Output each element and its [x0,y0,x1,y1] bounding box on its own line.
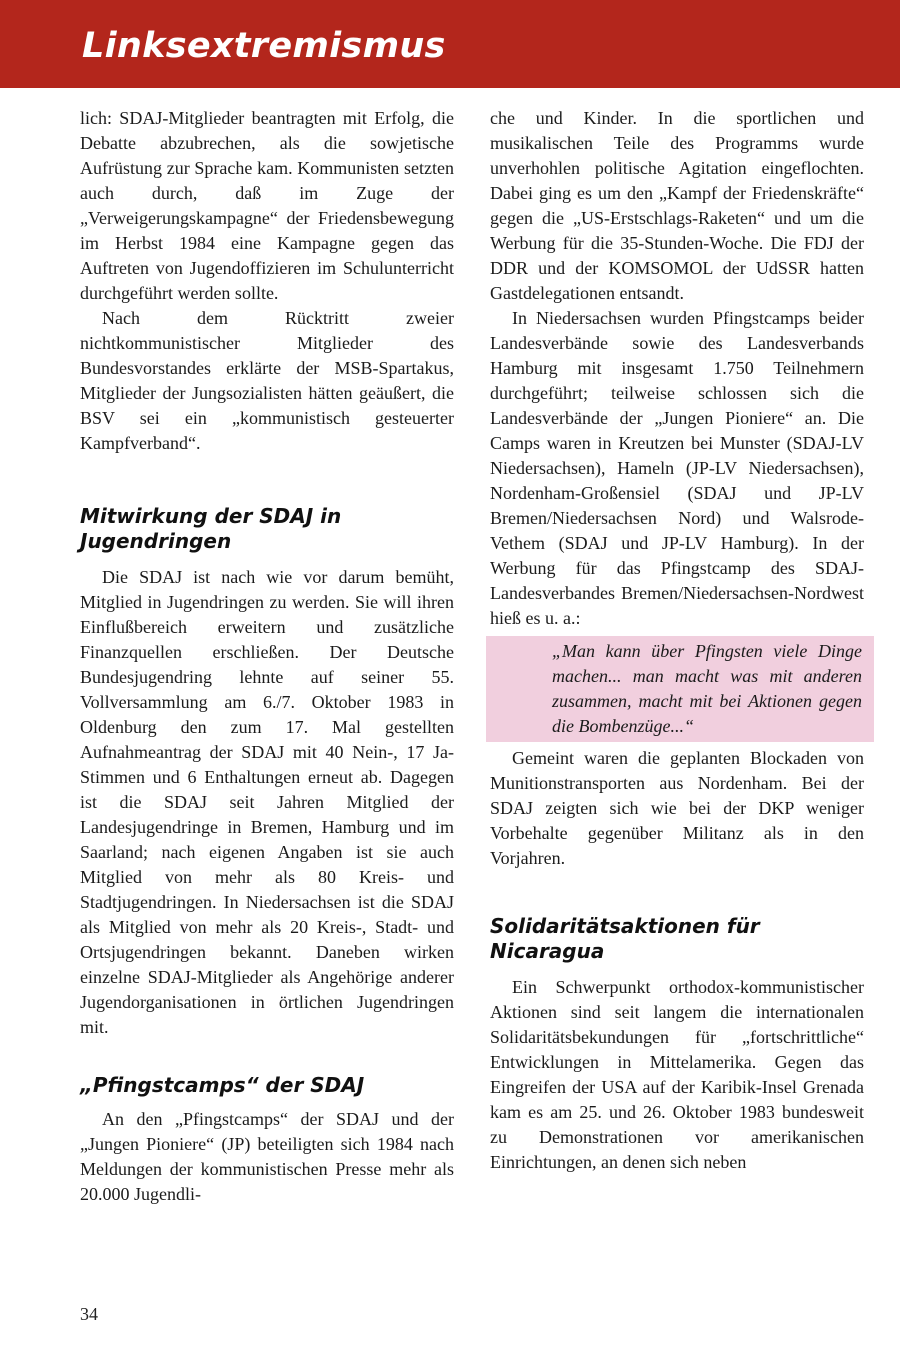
header-band [0,0,900,88]
quote-text: „Man kann über Pfingsten viele Dinge machen... man macht was mit anderen zusammen, macht mit bei Aktionen gegen die Bombenzüge...“ [552,641,862,736]
page-number: 34 [80,1304,98,1324]
paragraph: che und Kinder. In die sportlichen und musikalischen Teile des Programms wurde unverhohlen politische Agitation eingeflochten. Dabei ging es um den „Kampf der Friedenskräfte“ gegen die „US-Erstschlags-Raketen“ und um die Werbung für die 35-Stunden-Woche. Die FDJ der DDR und der KOMSOMOL der UdSSR hatten Gastdelegationen entsandt. [490,108,864,303]
paragraph: lich: SDAJ-Mitglieder beantragten mit Erfolg, die Debatte abzubrechen, als die sowjetische Aufrüstung zur Sprache kam. Kommunisten setzten auch durch, daß im Zuge der „Verweigerungskampagne“ der Friedensbewegung im Herbst 1984 eine Kampagne gegen das Auftreten von Jugendoffizieren im Schulunterricht durchgeführt werden sollte. [80,108,454,303]
section-title: Linksextremismus [82,26,446,66]
paragraph: Nach dem Rücktritt zweier nichtkommunistischer Mitglieder des Bundesvorstandes erklärte der MSB-Spartakus, Mitglieder der Jungsozialisten hätten geäußert, die BSV sei ein „kommunistisch gesteuerter Kampfverband“. [80,308,454,453]
paragraph: An den „Pfingstcamps“ der SDAJ und der „Jungen Pioniere“ (JP) beteiligten sich 1984 nach Meldungen der kommunistischen Presse mehr als 20.000 Jugendli- [80,1109,454,1204]
paragraph: Ein Schwerpunkt orthodox-kommunistischer Aktionen sind seit langem die internationalen Solidaritätsbekundungen für „fortschrittliche“ Entwicklungen in Mittelamerika. Gegen das Eingreifen der USA auf der Karibik-Insel Grenada kam es am 25. und 26. Oktober 1983 bundesweit zu Demonstrationen vor amerikanischen Einrichtungen, an denen sich neben [490,977,864,1172]
section-heading: „Pfingstcamps“ der SDAJ [80,1073,365,1097]
section-heading: Mitwirkung der SDAJ in Jugendringen [80,504,342,553]
quote-box [486,636,874,742]
right-column [490,106,864,1175]
paragraph: Gemeint waren die geplanten Blockaden von Munitionstransporten aus Nordenham. Bei der SDAJ zeigten sich wie bei der DKP weniger Vorbehalte gegenüber Militanz als in den Vorjahren. [490,748,864,868]
section-heading: Solidaritätsaktionen für Nicaragua [490,914,760,963]
paragraph: Die SDAJ ist nach wie vor darum bemüht, Mitglied in Jugendringen zu werden. Sie will ihren Einflußbereich erweitern und zusätzliche Finanzquellen erschließen. Der Deutsche Bundesjugendring lehnte auf seiner 55. Vollversammlung am 6./7. Oktober 1983 in Oldenburg den zum 17. Mal gestellten Aufnahmeantrag der SDAJ mit 40 Nein-, 17 Ja-Stimmen und 6 Enthaltungen erneut ab. Dagegen ist die SDAJ seit Jahren Mitglied der Landesjugendringe in Bremen, Hamburg und im Saarland; nach eigenen Angaben ist sie auch Mitglied von mehr als 80 Kreis- und Stadtjugendringen. In Niedersachsen ist die SDAJ als Mitglied von mehr als 20 Kreis-, Stadt- und Ortsjugendringen bekannt. Daneben wirken einzelne SDAJ-Mitglieder als Angehörige anderer Jugendorganisationen in örtlichen Jugendringen mit. [80,567,454,1037]
paragraph: In Niedersachsen wurden Pfingstcamps beider Landesverbände sowie des Landesverbands Hamburg mit insgesamt 1.750 Teilnehmern durchgeführt; teilweise schlossen sich die Landesverbände der „Jungen Pioniere“ an. Die Camps waren in Kreutzen bei Munster (SDAJ-LV Niedersachsen), Hameln (JP-LV Niedersachsen), Nordenham-Großensiel (SDAJ und JP-LV Bremen/Niedersachsen Nord) und Walsrode-Vethem (SDAJ und JP-LV Hamburg). In der Werbung für das Pfingstcamp des SDAJ-Landesverbandes Bremen/Niedersachsen-Nordwest hieß es u. a.: [490,308,864,628]
left-column [80,106,454,1207]
